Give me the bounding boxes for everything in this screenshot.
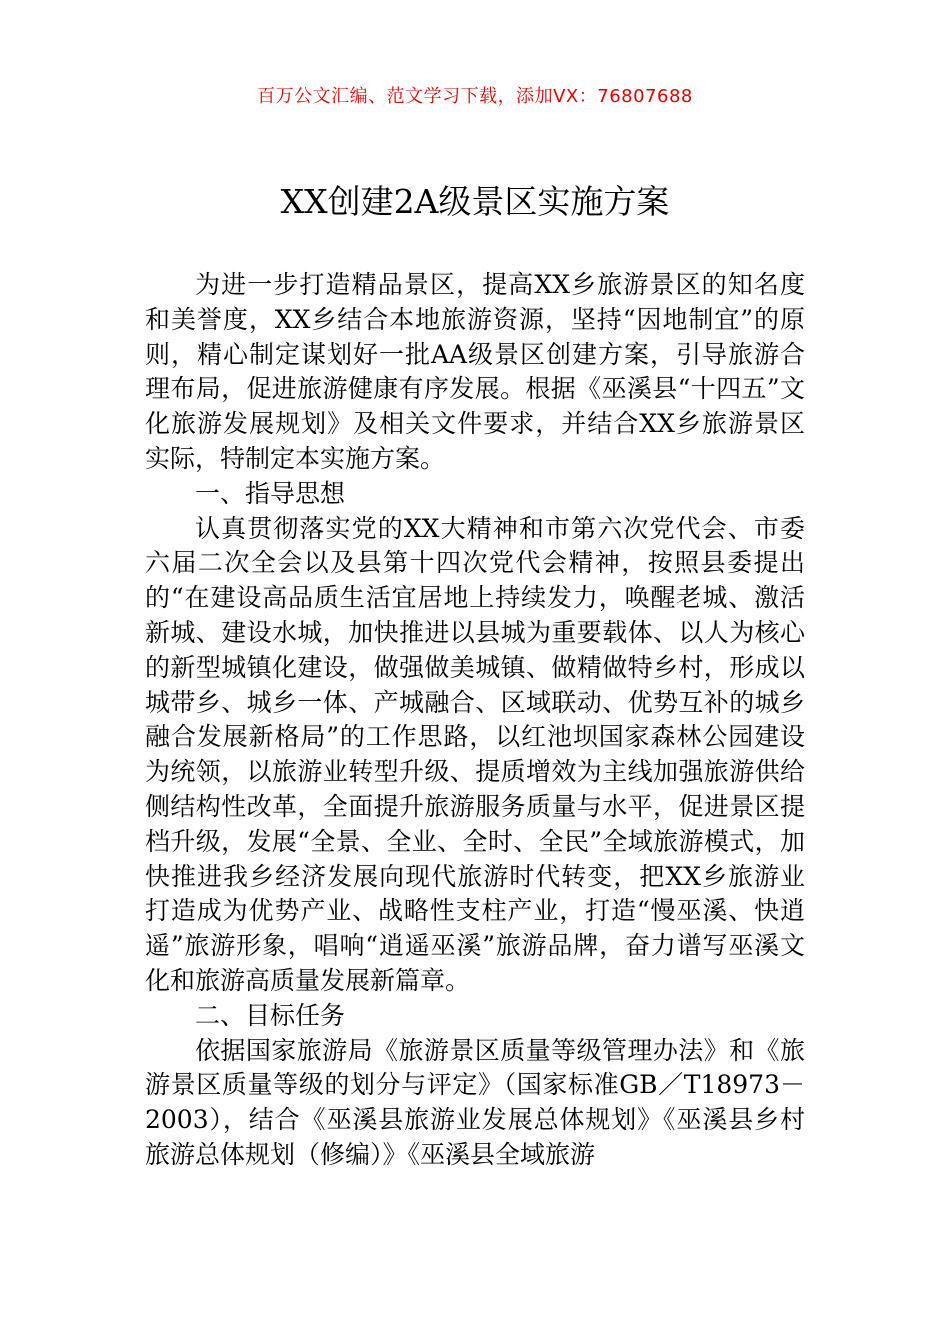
intro-paragraph: 为进一步打造精品景区，提高XX乡旅游景区的知名度和美誉度，XX乡结合本地旅游资源，坚持“因地制宜”的原则，精心制定谋划好一批AA级景区创建方案，引导旅游合理布局，促进旅游健康有序发展。根据《巫溪县“十四五”文化旅游发展规划》及相关文件要求，并结合XX乡旅游景区实际，特制定本实施方案。 <box>145 270 805 473</box>
document-body <box>145 268 805 1173</box>
section-heading-guiding-ideology: 一、指导思想 <box>195 478 346 508</box>
header-promo-note: 百万公文汇编、范文学习下载，添加VX：76807688 <box>257 86 693 107</box>
goals-tasks-paragraph: 依据国家旅游局《旅游景区质量等级管理办法》和《旅游景区质量等级的划分与评定》（国家标准GB／T18973－2003），结合《巫溪县旅游业发展总体规划》《巫溪县乡村旅游总体规划（修编）》《巫溪县全域旅游 <box>145 1035 805 1169</box>
guiding-ideology-paragraph: 认真贯彻落实党的XX大精神和市第六次党代会、市委六届二次全会以及县第十四次党代会精神，按照县委提出的“在建设高品质生活宜居地上持续发力，唤醒老城、激活新城、建设水城，加快推进以县城为重要载体、以人为核心的新型城镇化建设，做强做美城镇、做精做特乡村，形成以城带乡、城乡一体、产城融合、区域联动、优势互补的城乡融合发展新格局”的工作思路，以红池坝国家森林公园建设为统领，以旅游业转型升级、提质增效为主线加强旅游供给侧结构性改革，全面提升旅游服务质量与水平，促进景区提档升级，发展“全景、全业、全时、全民”全域旅游模式，加快推进我乡经济发展向现代旅游时代转变，把XX乡旅游业打造成为优势产业、战略性支柱产业，打造“慢巫溪、快逍遥”旅游形象，唱响“逍遥巫溪”旅游品牌，奋力谱写巫溪文化和旅游高质量发展新篇章。 <box>145 513 805 995</box>
section-heading-goals-tasks: 二、目标任务 <box>195 1000 346 1030</box>
document-title: XX创建2A级景区实施方案 <box>280 182 670 221</box>
